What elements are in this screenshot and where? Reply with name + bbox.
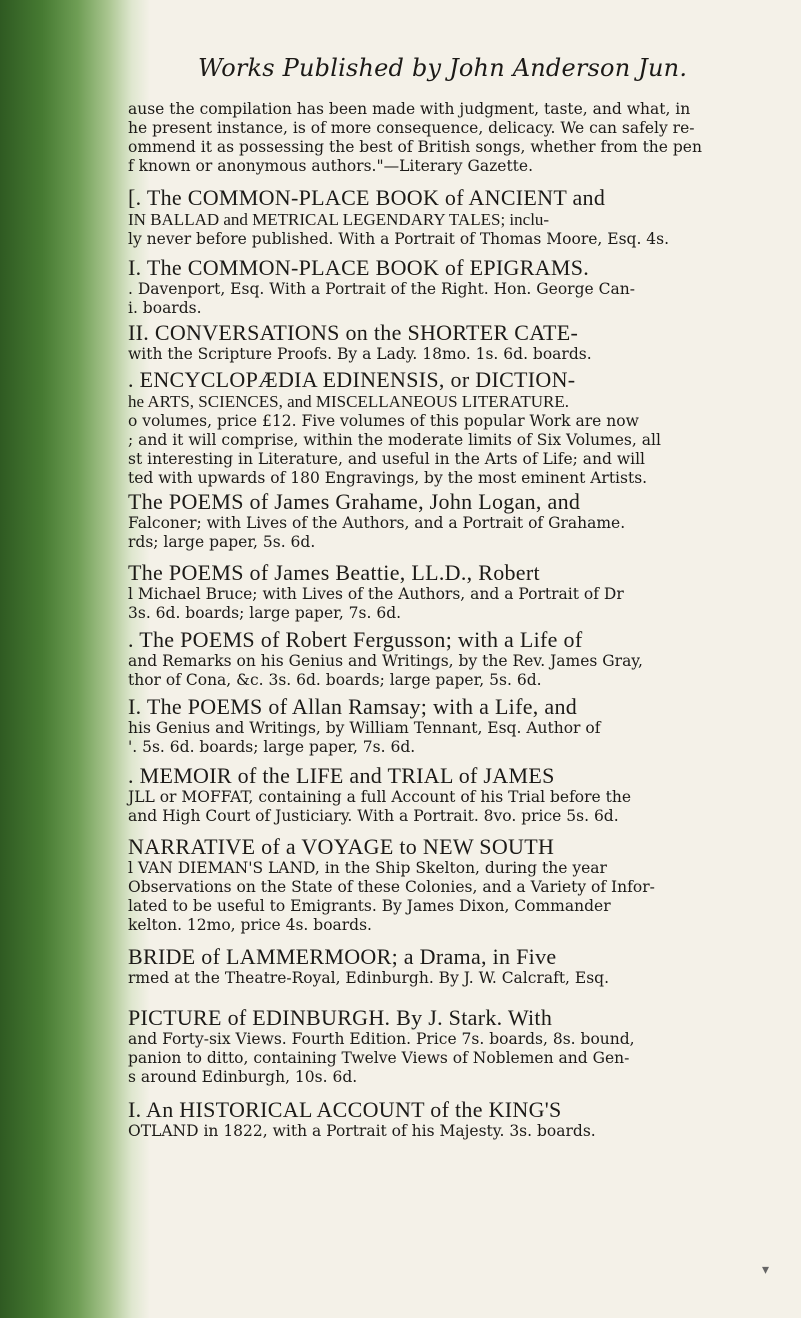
text-line: '. 5s. 6d. boards; large paper, 7s. 6d.	[128, 738, 416, 756]
text-line: his Genius and Writings, by William Tennant, Esq. Author of	[128, 719, 601, 737]
entry-title: PICTURE of EDINBURGH. By J. Stark. With	[128, 1005, 553, 1030]
text-line: o volumes, price £12. Five volumes of this popular Work are now	[128, 412, 639, 430]
text-line: ly never before published. With a Portrait of Thomas Moore, Esq. 4s.	[128, 230, 670, 248]
entry-title: I. An HISTORICAL ACCOUNT of the KING'S	[128, 1097, 562, 1122]
book-page	[118, 0, 778, 1318]
text-line: he present instance, is of more consequence, delicacy. We can safely re-	[128, 119, 695, 137]
entry-title: NARRATIVE of a VOYAGE to NEW SOUTH	[128, 834, 555, 859]
entry-title: The POEMS of James Grahame, John Logan, and	[128, 489, 581, 514]
entry-poems-beattie	[128, 561, 728, 623]
entry-title: . The POEMS of Robert Fergusson; with a Life of	[128, 627, 583, 652]
entry-historical-account	[128, 1098, 728, 1141]
text-line: l Michael Bruce; with Lives of the Authors, and a Portrait of Dr	[128, 585, 624, 603]
entry-encyclopaedia	[128, 368, 728, 488]
entry-review-quote	[128, 100, 728, 176]
text-line: with the Scripture Proofs. By a Lady. 18mo. 1s. 6d. boards.	[128, 345, 592, 363]
text-line: thor of Cona, &c. 3s. 6d. boards; large paper, 5s. 6d.	[128, 671, 542, 689]
text-line: panion to ditto, containing Twelve Views of Noblemen and Gen-	[128, 1049, 630, 1067]
entry-narrative-voyage	[128, 835, 728, 935]
text-line: . Davenport, Esq. With a Portrait of the Right. Hon. George Can-	[128, 280, 635, 298]
entry-epigrams	[128, 256, 728, 318]
text-line: 3s. 6d. boards; large paper, 7s. 6d.	[128, 604, 402, 622]
text-line: Observations on the State of these Colonies, and a Variety of Infor-	[128, 878, 655, 896]
entry-title: . ENCYCLOPÆDIA EDINENSIS, or DICTION-	[128, 367, 576, 392]
text-line: f known or anonymous authors."—Literary Gazette.	[128, 157, 534, 175]
entry-subtitle: IN BALLAD and METRICAL LEGENDARY TALES; inclu-	[128, 210, 550, 229]
text-line: and High Court of Justiciary. With a Portrait. 8vo. price 5s. 6d.	[128, 807, 619, 825]
entry-title: BRIDE of LAMMERMOOR; a Drama, in Five	[128, 944, 557, 969]
entry-title: I. The COMMON-PLACE BOOK of EPIGRAMS.	[128, 255, 590, 280]
text-line: ommend it as possessing the best of British songs, whether from the pen	[128, 138, 702, 156]
entry-title: [. The COMMON-PLACE BOOK of ANCIENT and	[128, 185, 606, 210]
entry-title: The POEMS of James Beattie, LL.D., Robert	[128, 560, 540, 585]
entry-bride-lammermoor	[128, 945, 728, 988]
text-line: ause the compilation has been made with judgment, taste, and what, in	[128, 100, 691, 118]
text-line: rmed at the Theatre-Royal, Edinburgh. By J. W. Calcraft, Esq.	[128, 969, 610, 987]
entry-poems-ramsay	[128, 695, 728, 757]
text-line: i. boards.	[128, 299, 202, 317]
text-line: rds; large paper, 5s. 6d.	[128, 533, 316, 551]
text-line: JLL or MOFFAT, containing a full Account of his Trial before the	[128, 788, 632, 806]
entry-title: I. The POEMS of Allan Ramsay; with a Life, and	[128, 694, 578, 719]
running-head: Works Published by John Anderson Jun.	[198, 54, 688, 82]
text-line: Falconer; with Lives of the Authors, and a Portrait of Grahame.	[128, 514, 626, 532]
text-line: and Forty-six Views. Fourth Edition. Price 7s. boards, 8s. bound,	[128, 1030, 635, 1048]
text-line: s around Edinburgh, 10s. 6d.	[128, 1068, 358, 1086]
entry-poems-fergusson	[128, 628, 728, 690]
page-mark: ▾	[761, 1262, 769, 1278]
entry-subtitle: he ARTS, SCIENCES, and MISCELLANEOUS LITERATURE.	[128, 392, 569, 411]
text-line: and Remarks on his Genius and Writings, by the Rev. James Gray,	[128, 652, 643, 670]
text-line: st interesting in Literature, and useful in the Arts of Life; and will	[128, 450, 646, 468]
text-line: OTLAND in 1822, with a Portrait of his Majesty. 3s. boards.	[128, 1122, 596, 1140]
entry-poems-grahame	[128, 490, 728, 552]
text-line: ted with upwards of 180 Engravings, by the most eminent Artists.	[128, 469, 648, 487]
entry-picture-edinburgh	[128, 1006, 728, 1087]
text-line: l VAN DIEMAN'S LAND, in the Ship Skelton, during the year	[128, 859, 607, 877]
text-line: lated to be useful to Emigrants. By James Dixon, Commander	[128, 897, 611, 915]
text-line: kelton. 12mo, price 4s. boards.	[128, 916, 372, 934]
entry-title: . MEMOIR of the LIFE and TRIAL of JAMES	[128, 763, 555, 788]
entry-conversations	[128, 321, 728, 364]
entry-memoir-james	[128, 764, 728, 826]
entry-title: II. CONVERSATIONS on the SHORTER CATE-	[128, 320, 579, 345]
text-line: ; and it will comprise, within the moderate limits of Six Volumes, all	[128, 431, 661, 449]
entry-common-place-ancient	[128, 186, 728, 249]
